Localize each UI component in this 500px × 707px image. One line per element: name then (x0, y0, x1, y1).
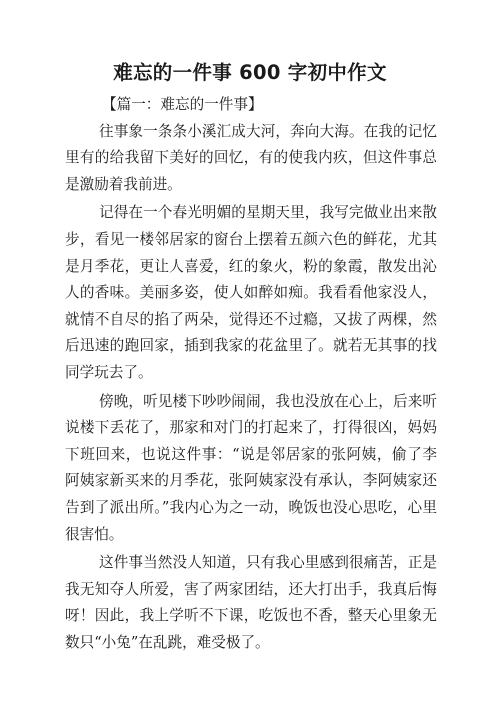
paragraph-3: 傍晚，听见楼下吵吵闹闹，我也没放在心上，后来听说楼下丢花了，那家和对门的打起来了，打得很凶，妈妈下班回来，也说这件事：“说是邻居家的张阿姨，偷了李阿姨家新买来的月季花，张阿姨家没有承认，李阿姨家还告到了派出所。”我内心为之一动，晚饭也没心思吃，心里很害怕。 (65, 392, 437, 543)
document-title: 难忘的一件事 600 字初中作文 (113, 61, 387, 84)
document-body (65, 92, 437, 656)
paragraph-2: 记得在一个春光明媚的星期天里，我写完做业出来散步，看见一楼邻居家的窗台上摆着五颜六色的鲜花，尤其是月季花，更让人喜爱，红的象火，粉的象霞，散发出沁人的香味。美丽多姿，使人如醉如痴。我看看他家没人，就情不自尽的掐了两朵，觉得还不过瘾，又拔了两棵，然后迅速的跑回家，插到我家的花盆里了。就若无其事的找同学玩去了。 (65, 204, 437, 381)
paragraph-4: 这件事当然没人知道，只有我心里感到很痛苦，正是我无知夺人所爱，害了两家团结，还大打出手，我真后悔呀！因此，我上学听不下课，吃饭也不香，整天心里象无数只“小兔”在乱跳，难受极了。 (65, 554, 437, 651)
section-heading: 【篇一：难忘的一件事】 (102, 96, 263, 113)
paragraph-1: 往事象一条条小溪汇成大河，奔向大海。在我的记忆里有的给我留下美好的回忆，有的使我内疚，但这件事总是激励着我前进。 (65, 122, 437, 193)
